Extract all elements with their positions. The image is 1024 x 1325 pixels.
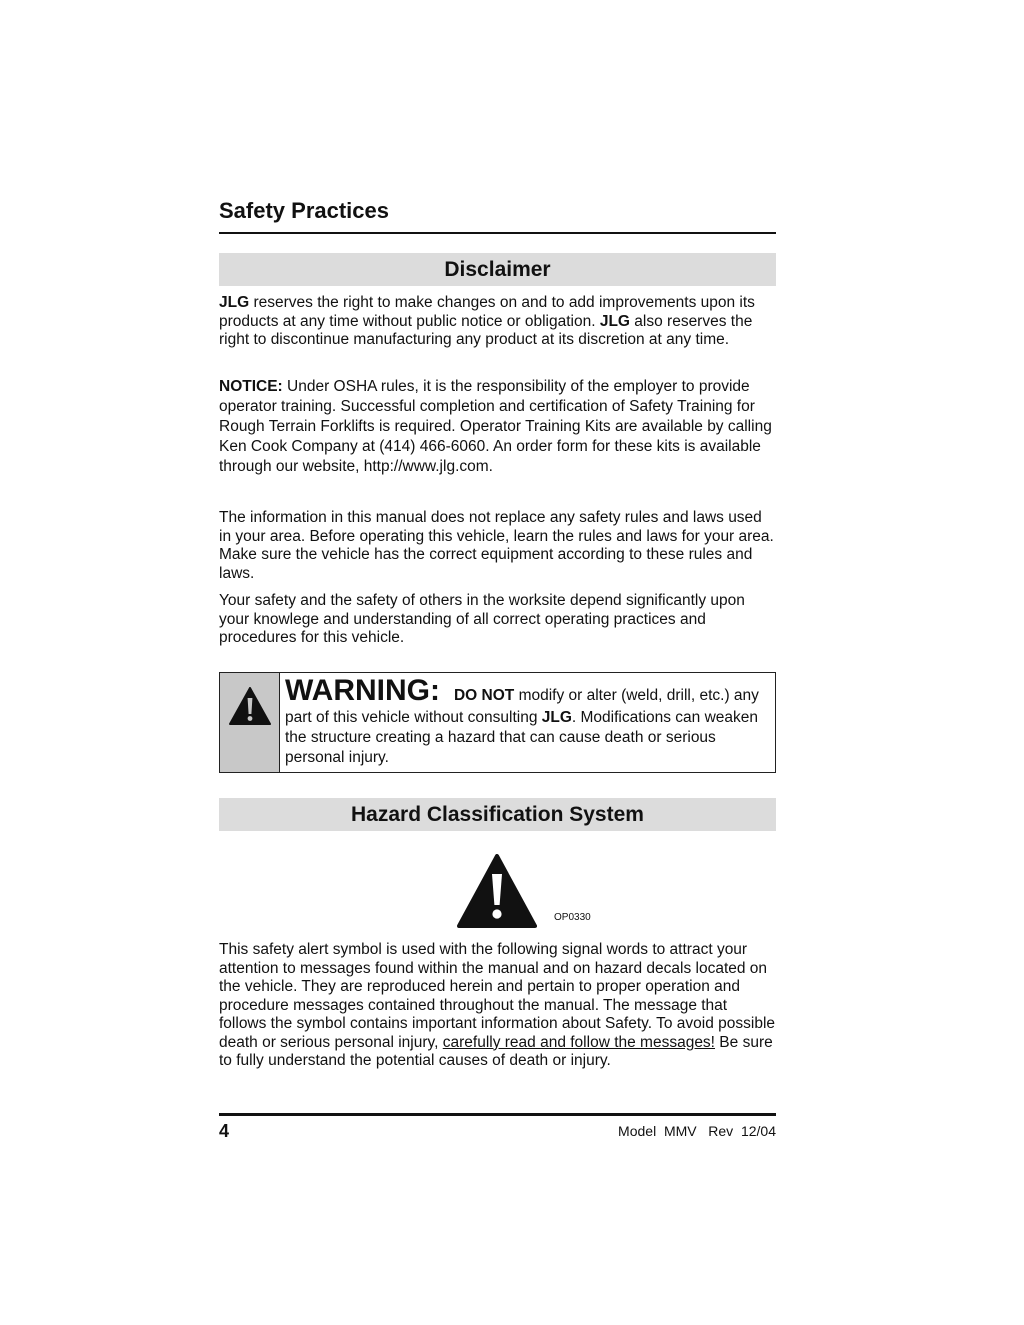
underlined-instruction: carefully read and follow the messages! <box>442 1033 715 1051</box>
brand-name: JLG <box>599 312 630 330</box>
page-title: Safety Practices <box>219 198 389 223</box>
warning-sidebar <box>220 673 280 772</box>
model-revision: Model MMV Rev 12/04 <box>618 1123 776 1139</box>
disclaimer-paragraph-3: The information in this manual does not replace any safety rules and laws used in your area. Before operating this vehicle, learn the rules and laws for your area. Make sure the vehicle has the correct equipment according to these rules and laws. <box>219 509 774 582</box>
do-not-label: DO NOT <box>453 687 515 704</box>
disclaimer-paragraph-4: Your safety and the safety of others in the worksite depend significantly upon your knowlege and understanding of all correct operating practices and procedures for this vehicle. <box>219 592 745 646</box>
brand-name: JLG <box>219 294 250 311</box>
footer-divider <box>219 1113 776 1116</box>
warning-text: WARNING: DO NOT modify or alter (weld, drill, etc.) any part of this vehicle without consulting JLG. Modifications can weaken the structure creating a hazard that can cause death or serious personal injury. <box>285 674 759 766</box>
notice-paragraph: NOTICE: Under OSHA rules, it is the responsibility of the employer to provide operator training. Successful completion and certification of Safety Training for Rough Terrain Forklifts is required. Operator Training Kits are available by calling Ken Cook Company at (414) 466-6060. An order form for these kits is available through our website, http://www.jlg.com. <box>219 378 772 475</box>
disclaimer-paragraph-1: JLG reserves the right to make changes on and to add improvements upon its products at any time without public notice or obligation. JLG also reserves the right to discontinue manufacturing any product at its discretion at any time. <box>219 294 755 348</box>
title-divider <box>219 232 776 234</box>
safety-alert-symbol-icon <box>457 854 537 928</box>
safety-alert-icon <box>229 687 271 725</box>
page-number: 4 <box>219 1121 230 1141</box>
hazard-paragraph: This safety alert symbol is used with the following signal words to attract your attention to messages found within the manual and on hazard decals located on the vehicle. They are reproduced herein and pertain to proper operation and procedure messages contained throughout the manual. The message that follows the symbol contains important information about Safety. To avoid possible death or serious personal injury, carefully read and follow the messages! Be sure to fully understand the potential causes of death or injury. <box>219 941 776 1069</box>
disclaimer-heading: Disclaimer <box>219 253 776 286</box>
hazard-heading: Hazard Classification System <box>219 798 776 831</box>
figure-code: OP0330 <box>554 912 591 923</box>
warning-label: WARNING: <box>285 674 440 707</box>
notice-label: NOTICE: <box>219 378 283 395</box>
brand-name: JLG <box>541 709 572 726</box>
warning-box <box>219 672 776 773</box>
